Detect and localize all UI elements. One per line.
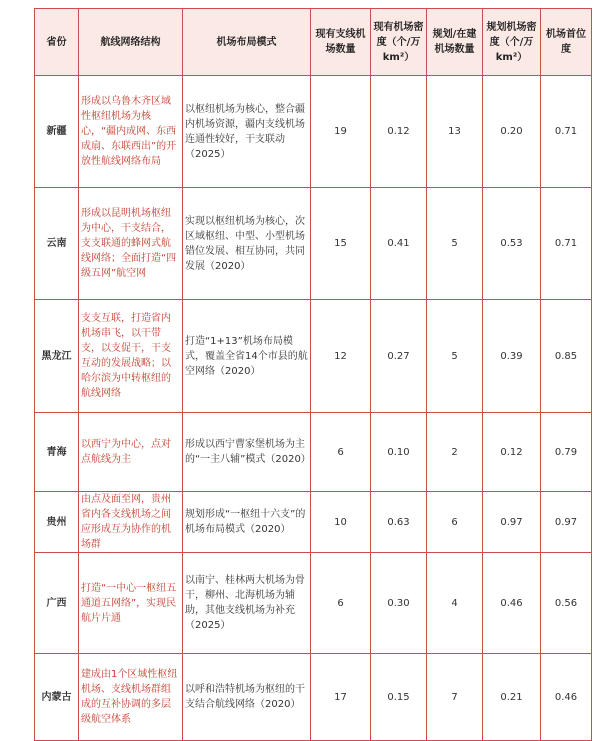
network-cell: 以西宁为中心，点对点航线为主 [79, 413, 183, 492]
province-cell: 内蒙古 [35, 654, 79, 741]
mode-cell: 规划形成“一枢纽十六支”的机场布局模式（2020） [183, 492, 311, 553]
planned-cell: 5 [427, 188, 483, 300]
mode-cell: 以枢纽机场为核心，整合疆内机场资源，疆内支线机场连通性较好，干支联动（2025） [183, 76, 311, 188]
density-cell: 0.30 [371, 553, 427, 654]
planned-density-cell: 0.39 [483, 300, 541, 413]
planned-cell: 6 [427, 492, 483, 553]
province-cell: 广西 [35, 553, 79, 654]
mode-cell: 打造“1+13”机场布局模式，覆盖全省14个市县的航空网络（2020） [183, 300, 311, 413]
mode-cell: 形成以西宁曹家堡机场为主的“一主八辅”模式（2020） [183, 413, 311, 492]
table-row [35, 492, 592, 553]
primacy-cell: 0.85 [541, 300, 592, 413]
table-row [35, 553, 592, 654]
density-cell: 0.12 [371, 76, 427, 188]
primacy-cell: 0.97 [541, 492, 592, 553]
primacy-cell: 0.71 [541, 188, 592, 300]
table-header-row [35, 9, 592, 76]
planned-cell: 5 [427, 300, 483, 413]
existing-cell: 15 [311, 188, 371, 300]
planned-density-cell: 0.46 [483, 553, 541, 654]
airport-table-container [34, 8, 591, 741]
province-cell: 黑龙江 [35, 300, 79, 413]
network-cell: 打造“一中心一枢纽五通道五网络”，实现民航片片通 [79, 553, 183, 654]
density-cell: 0.63 [371, 492, 427, 553]
network-cell: 形成以昆明机场枢纽为中心，干支结合，支支联通的蜂网式航线网络；全面打造“四级五网”航空网 [79, 188, 183, 300]
primacy-cell: 0.46 [541, 654, 592, 741]
planned-density-cell: 0.97 [483, 492, 541, 553]
province-cell: 云南 [35, 188, 79, 300]
density-cell: 0.15 [371, 654, 427, 741]
density-cell: 0.27 [371, 300, 427, 413]
existing-cell: 10 [311, 492, 371, 553]
density-cell: 0.41 [371, 188, 427, 300]
primacy-cell: 0.79 [541, 413, 592, 492]
planned-cell: 2 [427, 413, 483, 492]
planned-cell: 13 [427, 76, 483, 188]
header-planned-density: 规划机场密度（个/万km²） [483, 9, 541, 76]
table-row [35, 188, 592, 300]
density-cell: 0.10 [371, 413, 427, 492]
header-province: 省份 [35, 9, 79, 76]
airport-layout-table [34, 8, 592, 741]
primacy-cell: 0.71 [541, 76, 592, 188]
planned-cell: 7 [427, 654, 483, 741]
mode-cell: 以南宁、桂林两大机场为骨干，柳州、北海机场为辅助，其他支线机场为补充（2025） [183, 553, 311, 654]
header-existing: 现有支线机场数量 [311, 9, 371, 76]
network-cell: 支支互联，打造省内机场串飞，以干带支，以支促干，干支互动的发展战略；以哈尔滨为中转枢纽的航线网络 [79, 300, 183, 413]
province-cell: 青海 [35, 413, 79, 492]
planned-density-cell: 0.20 [483, 76, 541, 188]
table-row [35, 654, 592, 741]
existing-cell: 12 [311, 300, 371, 413]
province-cell: 贵州 [35, 492, 79, 553]
header-planned: 规划/在建机场数量 [427, 9, 483, 76]
existing-cell: 6 [311, 553, 371, 654]
primacy-cell: 0.56 [541, 553, 592, 654]
header-mode: 机场布局模式 [183, 9, 311, 76]
planned-cell: 4 [427, 553, 483, 654]
province-cell: 新疆 [35, 76, 79, 188]
header-network: 航线网络结构 [79, 9, 183, 76]
table-row [35, 300, 592, 413]
network-cell: 由点及面至网，贵州省内各支线机场之间应形成互为协作的机场群 [79, 492, 183, 553]
planned-density-cell: 0.53 [483, 188, 541, 300]
planned-density-cell: 0.12 [483, 413, 541, 492]
existing-cell: 19 [311, 76, 371, 188]
header-density: 现有机场密度（个/万km²） [371, 9, 427, 76]
existing-cell: 6 [311, 413, 371, 492]
table-row [35, 413, 592, 492]
network-cell: 形成以乌鲁木齐区域性枢纽机场为核心，“疆内成网、东西成扇、东联西出”的开放性航线网络布局 [79, 76, 183, 188]
existing-cell: 17 [311, 654, 371, 741]
header-primacy: 机场首位度 [541, 9, 592, 76]
table-row [35, 76, 592, 188]
mode-cell: 实现以枢纽机场为核心，次区域枢纽、中型、小型机场错位发展、相互协同，共同发展（2020） [183, 188, 311, 300]
network-cell: 建成由1个区域性枢纽机场、支线机场群组成的互补协调的多层级航空体系 [79, 654, 183, 741]
planned-density-cell: 0.21 [483, 654, 541, 741]
mode-cell: 以呼和浩特机场为枢纽的干支结合航线网络（2020） [183, 654, 311, 741]
